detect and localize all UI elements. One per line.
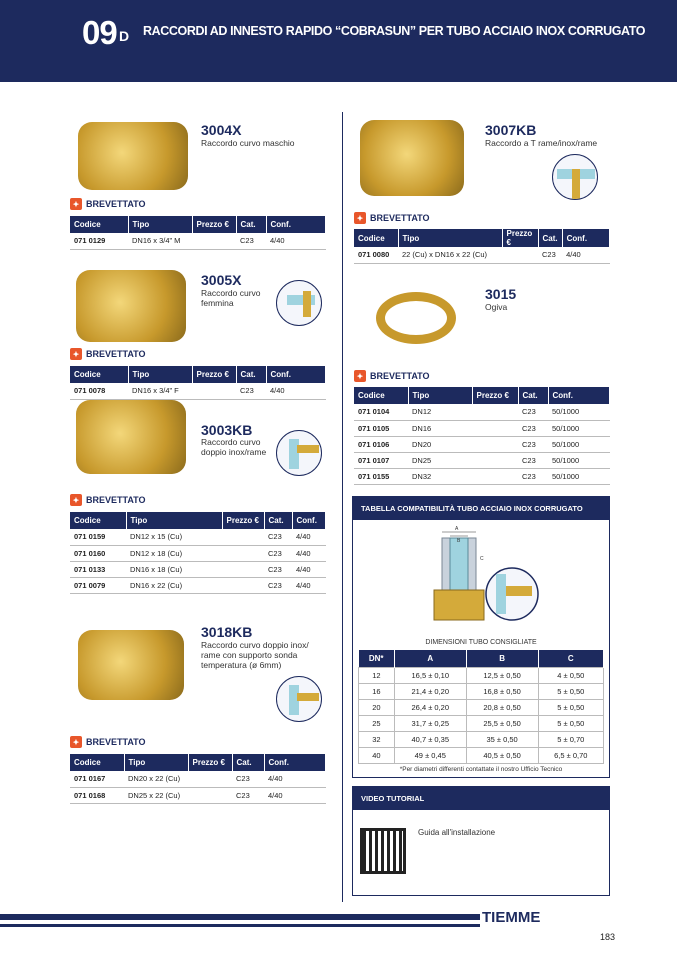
product-photo-3007kb bbox=[360, 120, 464, 196]
section-detail-icon bbox=[276, 430, 322, 476]
table-row: 071 0159 DN12 x 15 (Cu) C23 4/40 bbox=[70, 529, 326, 545]
column-divider bbox=[342, 112, 343, 902]
compatibility-note: *Per diametri differenti contattate il nostro Ufficio Tecnico bbox=[399, 766, 563, 773]
product-description: Raccordo curvo femmina bbox=[201, 288, 261, 308]
product-photo-3005x bbox=[76, 270, 186, 342]
product-code: 3004X bbox=[201, 122, 242, 138]
compatibility-title: TABELLA COMPATIBILITÀ TUBO ACCIAIO INOX CORRUGATO bbox=[353, 497, 609, 520]
table-row: 071 0167 DN20 x 22 (Cu) C23 4/40 bbox=[70, 771, 326, 787]
patent-badge-icon: ✦ bbox=[354, 370, 366, 382]
table-row: 25 31,7 ± 0,25 25,5 ± 0,50 5 ± 0,50 bbox=[359, 715, 604, 731]
table-row: 071 0105 DN16 C23 50/1000 bbox=[354, 420, 610, 436]
table-row: 40 49 ± 0,45 40,5 ± 0,50 6,5 ± 0,70 bbox=[359, 747, 604, 763]
product-description: Raccordo curvo doppio inox/rame bbox=[201, 437, 267, 457]
product-code: 3005X bbox=[201, 272, 242, 288]
product-photo-3018kb bbox=[78, 630, 184, 700]
table-row: 071 0133 DN16 x 18 (Cu) C23 4/40 bbox=[70, 561, 326, 577]
product-photo-3015 bbox=[376, 292, 456, 344]
product-photo-3004x bbox=[78, 122, 188, 190]
brevettato-label: ✦ BREVETTATO bbox=[70, 736, 146, 748]
brevettato-label: ✦ BREVETTATO bbox=[70, 494, 146, 506]
video-tutorial-title: VIDEO TUTORIAL bbox=[353, 787, 609, 810]
qr-code-icon[interactable] bbox=[360, 828, 406, 874]
dimensions-table: DN* A B C 12 16,5 ± 0,10 12,5 ± 0,50 4 ± 0,50 16 21,4 ± 0,20 16,8 ± 0,50 5 ± 0,50 20 26,4 ± 0,20 20,8 ± 0,50 5 ± 0,50 25 31,7 ± 0,25 25,5 ± 0,50 5 ± 0,50 32 40,7 ± 0,35 35 ± 0,50 5 ± 0,70 40 49 ± 0,45 40,5 ± 0,50 6,5 ± 0,70 bbox=[358, 650, 604, 764]
table-row: 20 26,4 ± 0,20 20,8 ± 0,50 5 ± 0,50 bbox=[359, 699, 604, 715]
diagram-label-c: C bbox=[480, 556, 484, 562]
diagram-label-b: B bbox=[457, 538, 461, 544]
product-code: 3018KB bbox=[201, 624, 253, 640]
table-row: 32 40,7 ± 0,35 35 ± 0,50 5 ± 0,70 bbox=[359, 731, 604, 747]
product-table-3007kb: Codice Tipo Prezzo € Cat. Conf. 071 0080 22 (Cu) x DN16 x 22 (Cu) C23 4/40 bbox=[354, 229, 610, 264]
table-row: 16 21,4 ± 0,20 16,8 ± 0,50 5 ± 0,50 bbox=[359, 683, 604, 699]
patent-badge-icon: ✦ bbox=[70, 736, 82, 748]
brevettato-label: ✦ BREVETTATO bbox=[70, 348, 146, 360]
video-link-text[interactable]: Guida all'installazione bbox=[418, 828, 496, 837]
diagram-label-a: A bbox=[455, 526, 459, 532]
footer-bar-thin bbox=[0, 924, 480, 927]
patent-badge-icon: ✦ bbox=[70, 198, 82, 210]
product-description: Raccordo a T rame/inox/rame bbox=[485, 138, 598, 148]
brevettato-label: ✦ BREVETTATO bbox=[70, 198, 146, 210]
section-detail-icon bbox=[552, 154, 598, 200]
table-row: 071 0129 DN16 x 3/4” M C23 4/40 bbox=[70, 233, 326, 249]
table-row: 071 0160 DN12 x 18 (Cu) C23 4/40 bbox=[70, 545, 326, 561]
table-row: 071 0104 DN12 C23 50/1000 bbox=[354, 404, 610, 420]
table-row: 071 0107 DN25 C23 50/1000 bbox=[354, 452, 610, 468]
dimensions-subtitle: DIMENSIONI TUBO CONSIGLIATE bbox=[425, 639, 537, 646]
patent-badge-icon: ✦ bbox=[354, 212, 366, 224]
page-number: 183 bbox=[600, 932, 616, 942]
section-letter: D bbox=[119, 28, 130, 44]
footer-bar bbox=[0, 914, 480, 920]
product-table-3004x: Codice Tipo Prezzo € Cat. Conf. 071 0129 DN16 x 3/4” M C23 4/40 bbox=[70, 216, 326, 250]
product-description: Ogiva bbox=[485, 302, 508, 312]
table-row: 071 0080 22 (Cu) x DN16 x 22 (Cu) C23 4/40 bbox=[354, 247, 610, 263]
brevettato-label: ✦ BREVETTATO bbox=[354, 370, 430, 382]
table-row: 071 0106 DN20 C23 50/1000 bbox=[354, 436, 610, 452]
product-description: Raccordo curvo doppio inox/ rame con supporto sonda temperatura (ø 6mm) bbox=[201, 640, 309, 670]
product-code: 3007KB bbox=[485, 122, 537, 138]
product-code: 3015 bbox=[485, 286, 517, 302]
product-table-3018kb: Codice Tipo Prezzo € Cat. Conf. 071 0167 DN20 x 22 (Cu) C23 4/40 071 0168 DN25 x 22 (Cu) C23 4/40 bbox=[70, 754, 326, 804]
tube-section-diagram bbox=[420, 524, 540, 634]
product-code: 3003KB bbox=[201, 422, 253, 438]
product-photo-3003kb bbox=[76, 400, 186, 474]
product-table-3015: Codice Tipo Prezzo € Cat. Conf. 071 0104 DN12 C23 50/1000 071 0105 DN16 C23 50/1000 071 0106 DN20 C23 50/1000 071 0107 DN25 C23 50/1000 071 0155 DN32 C23 50/1000 bbox=[354, 387, 610, 485]
page-title: RACCORDI AD INNESTO RAPIDO “COBRASUN” PER TUBO ACCIAIO INOX CORRUGATO bbox=[143, 24, 646, 38]
section-detail-icon bbox=[276, 280, 322, 326]
section-detail-icon bbox=[276, 676, 322, 722]
product-table-3003kb: Codice Tipo Prezzo € Cat. Conf. 071 0159 DN12 x 15 (Cu) C23 4/40 071 0160 DN12 x 18 (Cu) C23 4/40 071 0133 DN16 x 18 (Cu) C23 4/40 071 0079 DN16 x 22 (Cu) C23 4/40 bbox=[70, 512, 326, 594]
table-row: 071 0078 DN16 x 3/4” F C23 4/40 bbox=[70, 383, 326, 399]
table-row: 071 0155 DN32 C23 50/1000 bbox=[354, 468, 610, 484]
section-number: 09 bbox=[82, 14, 117, 51]
table-row: 12 16,5 ± 0,10 12,5 ± 0,50 4 ± 0,50 bbox=[359, 667, 604, 683]
brand-logo: TIEMME bbox=[482, 909, 541, 926]
product-table-3005x: Codice Tipo Prezzo € Cat. Conf. 071 0078 DN16 x 3/4” F C23 4/40 bbox=[70, 366, 326, 400]
brevettato-label: ✦ BREVETTATO bbox=[354, 212, 430, 224]
product-description: Raccordo curvo maschio bbox=[201, 138, 295, 148]
patent-badge-icon: ✦ bbox=[70, 348, 82, 360]
table-row: 071 0168 DN25 x 22 (Cu) C23 4/40 bbox=[70, 787, 326, 803]
table-row: 071 0079 DN16 x 22 (Cu) C23 4/40 bbox=[70, 577, 326, 593]
patent-badge-icon: ✦ bbox=[70, 494, 82, 506]
